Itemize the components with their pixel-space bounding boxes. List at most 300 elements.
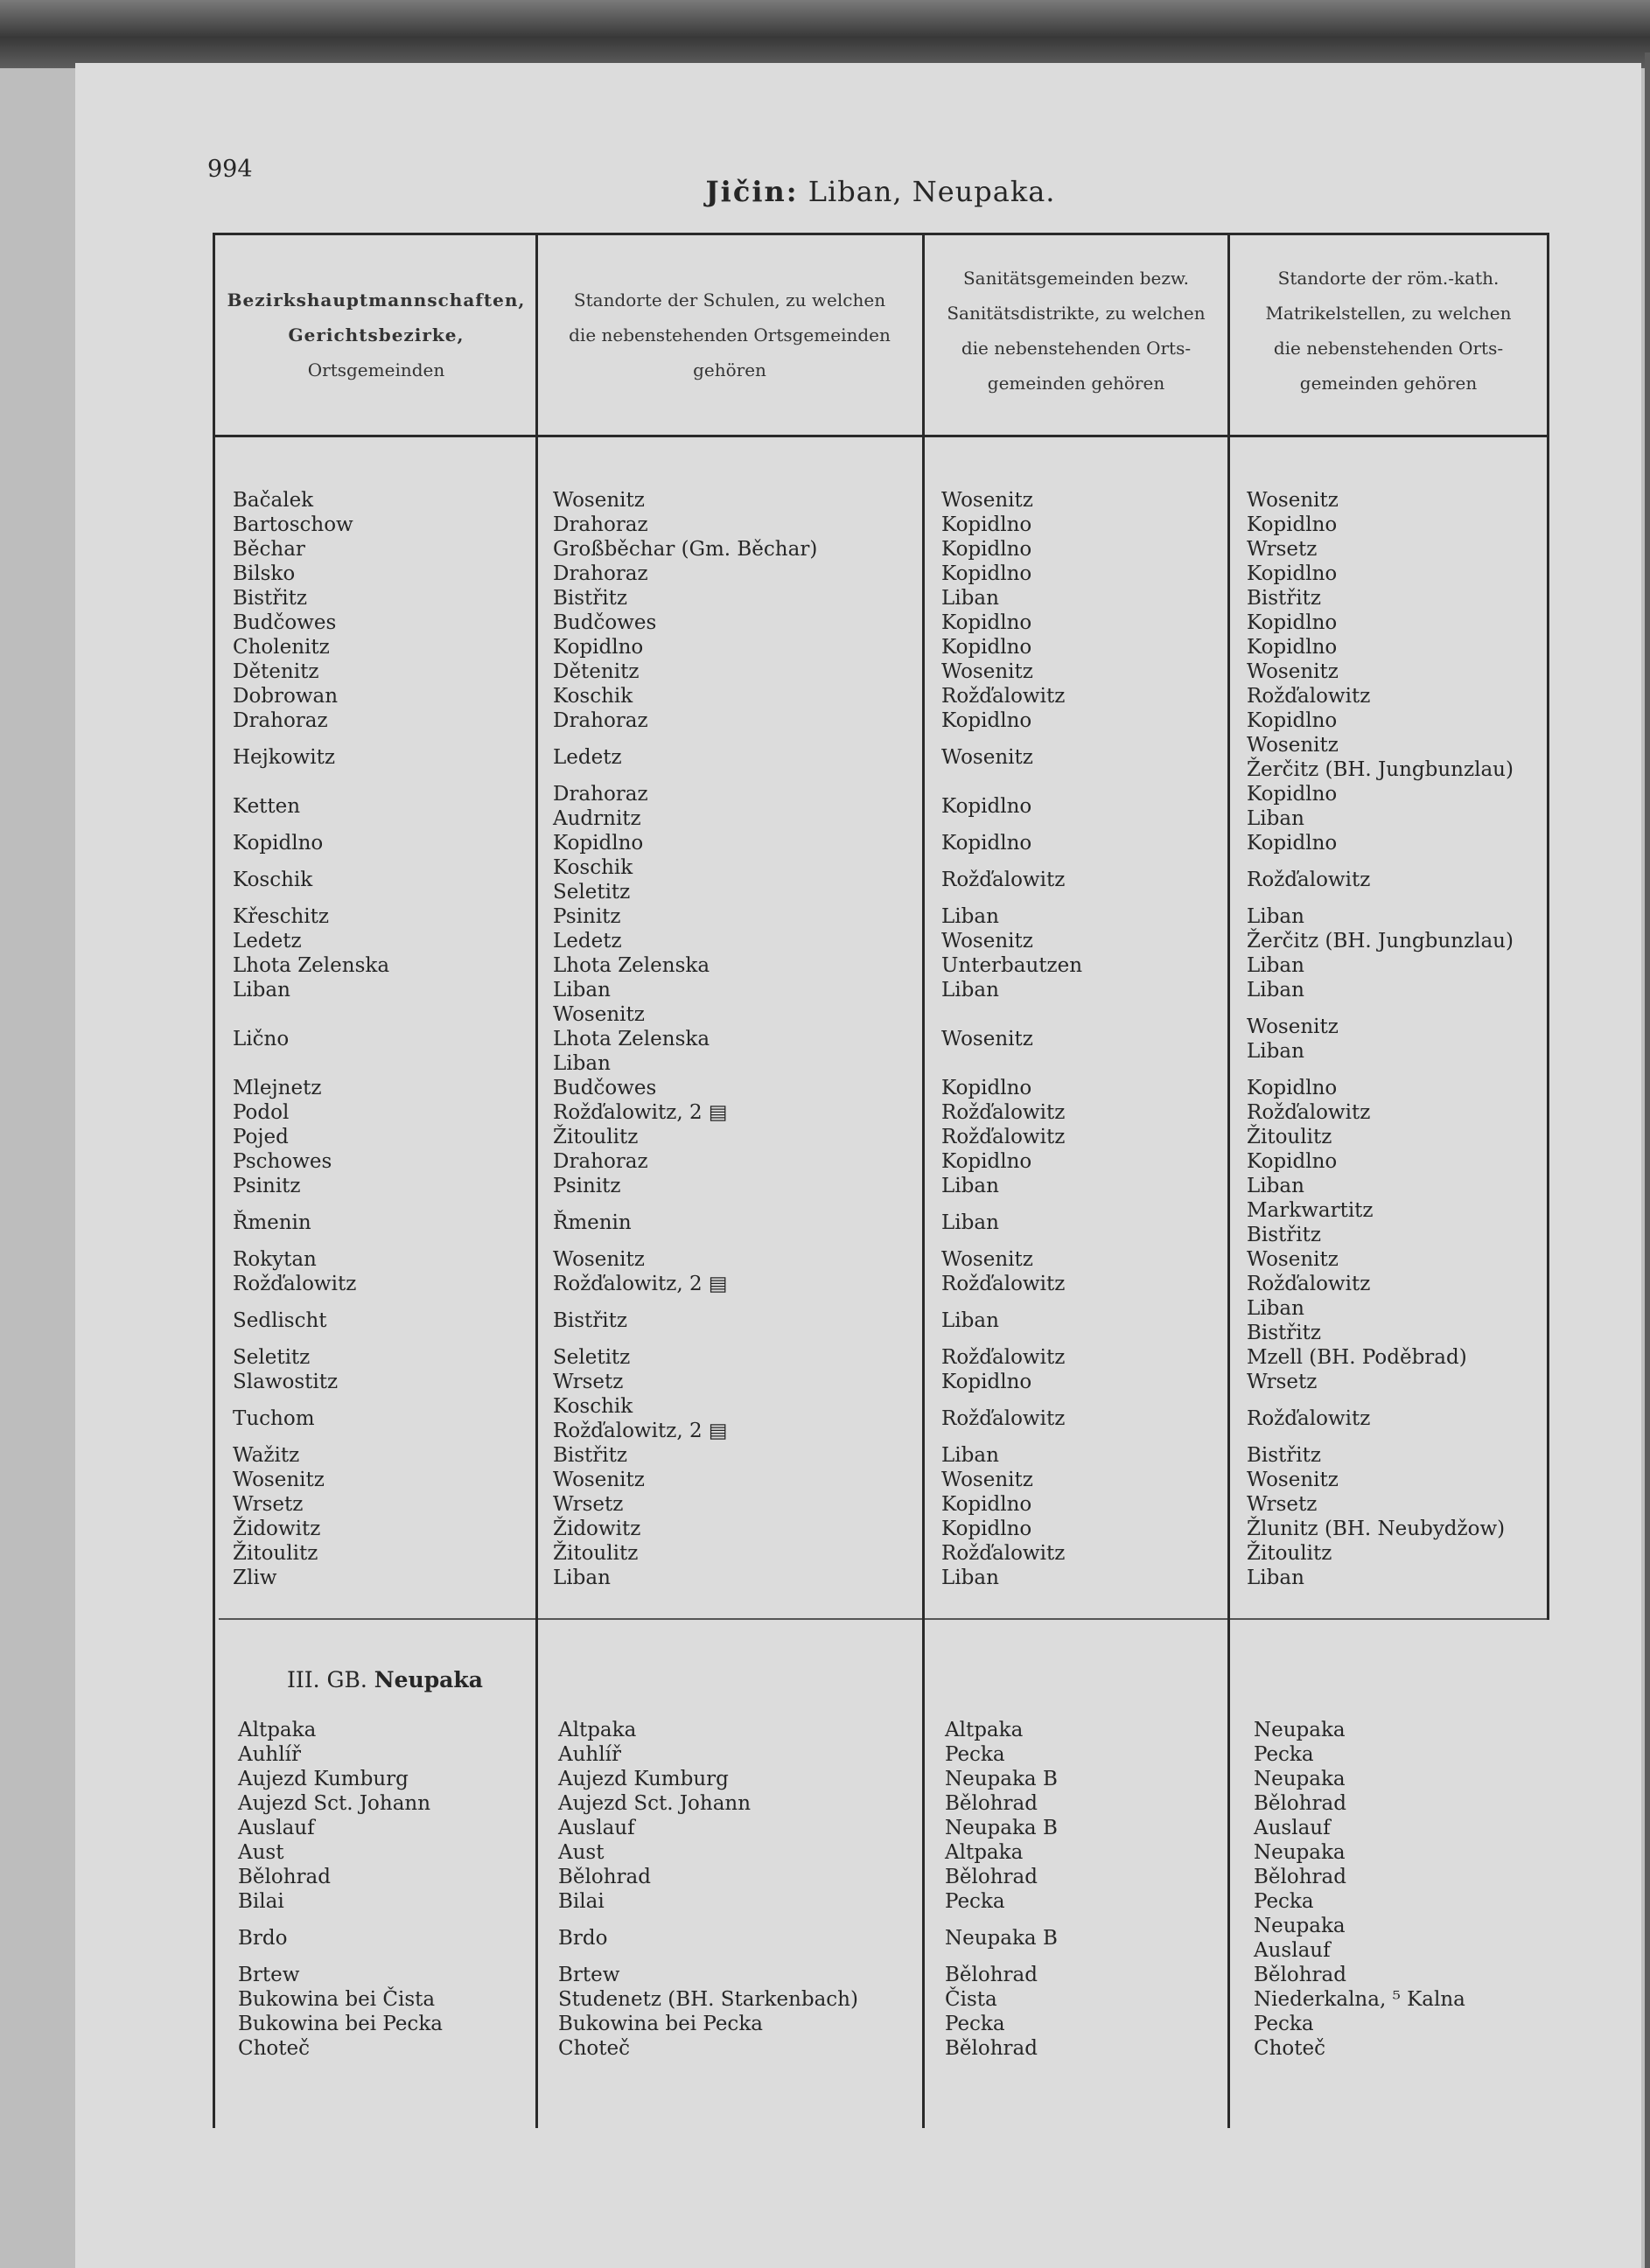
section2-cell-schule [558, 1816, 858, 1840]
table-entry: Liban [1247, 1567, 1304, 1589]
section1-cell-matrikel [1247, 1125, 1514, 1149]
table-entry: Budčowes [553, 611, 657, 634]
section1-cell-sanitaet [941, 1517, 1082, 1541]
section1-cell-matrikel [1247, 1100, 1514, 1125]
table-entry: Wosenitz [553, 489, 645, 512]
section1-cell-gemeinde [233, 782, 389, 831]
table-entry: Wosenitz [941, 489, 1033, 512]
table-entry: Slawostitz [233, 1371, 339, 1393]
table-entry: Kopidlno [941, 538, 1032, 561]
section1-cell-matrikel [1247, 782, 1514, 831]
section1-cell-schule [553, 1296, 817, 1345]
table-entry: Rožďalowitz [1247, 869, 1371, 891]
table-entry: Rožďalowitz [941, 1407, 1066, 1430]
table-entry: Wosenitz [1247, 734, 1339, 757]
table-top-rule [213, 233, 1549, 235]
header-sanitaet [926, 261, 1227, 401]
page-number: 994 [207, 156, 253, 183]
section2-cell-gemeinde [238, 1742, 443, 1767]
section1-cell-matrikel [1247, 929, 1514, 953]
table-entry: Psinitz [553, 1175, 621, 1197]
column-rule-2 [922, 233, 925, 2128]
header-col3-line2: Sanitätsdistrikte, zu welchen [947, 303, 1206, 324]
section2-cell-schule [558, 1889, 858, 1914]
table-entry: Rožďalowitz [941, 1542, 1066, 1565]
section1-cell-sanitaet [941, 978, 1082, 1002]
table-entry: Wrsetz [553, 1493, 624, 1516]
section2-cell-schule [558, 1840, 858, 1865]
table-entry: Žitoulitz [1247, 1542, 1332, 1565]
section1-cell-sanitaet [941, 513, 1082, 537]
header-col4-line2: Matrikelstellen, zu welchen [1265, 303, 1512, 324]
section1-cell-schule [553, 1174, 817, 1198]
section1-cell-gemeinde [233, 1272, 389, 1296]
table-entry: Podol [233, 1101, 290, 1124]
table-entry: Wrsetz [233, 1493, 304, 1516]
section1-cell-sanitaet [941, 929, 1082, 953]
table-entry: Bělohrad [1254, 1866, 1346, 1888]
header-col3-line4: gemeinden gehören [987, 373, 1165, 394]
table-entry: Wosenitz [1247, 1015, 1339, 1038]
table-entry: Großběchar (Gm. Běchar) [553, 538, 818, 561]
table-entry: Wosenitz [553, 1469, 645, 1491]
table-entry: Wosenitz [941, 1469, 1033, 1491]
table-entry: Altpaka [945, 1719, 1024, 1741]
section1-cell-gemeinde [233, 1296, 389, 1345]
section1-cell-matrikel [1247, 1174, 1514, 1198]
table-entry: Pecka [945, 1743, 1005, 1766]
table-entry: Wrsetz [553, 1371, 624, 1393]
table-entry: Rožďalowitz, 2 ▤ [553, 1420, 728, 1442]
section1-cell-schule [553, 1076, 817, 1100]
table-entry: Bistřitz [553, 587, 628, 610]
table-entry: Budčowes [233, 611, 337, 634]
section1-cell-sanitaet [941, 659, 1082, 684]
section2-cell-gemeinde [238, 2036, 443, 2061]
section1-cell-gemeinde [233, 1492, 389, 1517]
table-entry: Liban [941, 905, 999, 928]
section1-cell-gemeinde [233, 611, 389, 635]
section2-cell-schule [558, 1718, 858, 1742]
section2-cell-gemeinde [238, 1718, 443, 1742]
section1-cell-schule [553, 978, 817, 1002]
table-entry: Žlunitz (BH. Neubydžow) [1247, 1518, 1506, 1540]
section1-cell-schule [553, 904, 817, 929]
section1-cell-schule [553, 488, 817, 513]
section1-cell-sanitaet [941, 1247, 1082, 1272]
section1-cell-sanitaet [941, 1272, 1082, 1296]
table-entry: Koschik [233, 869, 313, 891]
table-entry: Rožďalowitz [941, 1101, 1066, 1124]
table-entry: Drahoraz [553, 1150, 648, 1173]
table-entry: Aujezd Sct. Johann [558, 1792, 752, 1815]
section1-cell-matrikel [1247, 1443, 1514, 1468]
section1-cell-sanitaet [941, 1125, 1082, 1149]
table-entry: Bělohrad [1254, 1792, 1346, 1815]
section2-heading-name: Neupaka [374, 1667, 483, 1692]
table-entry: Kopidlno [553, 636, 644, 659]
section1-cell-schule [553, 1100, 817, 1125]
section1-cell-matrikel [1247, 488, 1514, 513]
section1-cell-gemeinde [233, 953, 389, 978]
section1-cell-gemeinde [233, 659, 389, 684]
table-entry: Wosenitz [1247, 1248, 1339, 1271]
section1-cell-schule [553, 659, 817, 684]
section1-cell-matrikel [1247, 1345, 1514, 1370]
section1-cell-gemeinde [233, 1345, 389, 1370]
section1-cell-matrikel [1247, 1198, 1514, 1247]
table-entry: Auslauf [1254, 1939, 1331, 1962]
table-entry: Bělohrad [945, 1964, 1038, 1986]
section1-cell-gemeinde [233, 537, 389, 562]
section1-cell-gemeinde [233, 1100, 389, 1125]
table-entry: Liban [941, 1211, 999, 1234]
table-entry: Kopidlno [1247, 832, 1338, 855]
section2-cell-sanitaet [945, 1791, 1058, 1816]
table-entry: Pschowes [233, 1150, 332, 1173]
section2-sanitaet-column [945, 1718, 1058, 2061]
table-entry: Wosenitz [1247, 1469, 1339, 1491]
section1-cell-sanitaet [941, 1370, 1082, 1394]
section1-sanitaet-column [941, 488, 1082, 1590]
section2-cell-matrikel [1254, 1865, 1465, 1889]
section1-cell-matrikel [1247, 684, 1514, 708]
section1-cell-sanitaet [941, 1394, 1082, 1443]
page-title-district: Jičin: [705, 175, 799, 208]
table-entry: Wosenitz [941, 660, 1033, 683]
section1-cell-matrikel [1247, 978, 1514, 1002]
section1-cell-matrikel [1247, 1149, 1514, 1174]
table-entry: Sedlischt [233, 1309, 327, 1332]
section1-cell-sanitaet [941, 1468, 1082, 1492]
section1-cell-sanitaet [941, 733, 1082, 782]
section1-cell-sanitaet [941, 562, 1082, 586]
table-entry: Wosenitz [941, 1028, 1033, 1050]
section1-cell-gemeinde [233, 1247, 389, 1272]
section1-cell-gemeinde [233, 586, 389, 611]
section2-cell-sanitaet [945, 1816, 1058, 1840]
column-rule-1 [535, 233, 538, 2128]
table-entry: Altpaka [238, 1719, 317, 1741]
section2-cell-gemeinde [238, 1987, 443, 2012]
section1-cell-schule [553, 1468, 817, 1492]
section1-cell-matrikel [1247, 904, 1514, 929]
section1-cell-matrikel [1247, 831, 1514, 855]
section1-cell-schule [553, 733, 817, 782]
table-entry: Liban [1247, 1297, 1304, 1320]
table-entry: Brtew [558, 1964, 620, 1986]
table-entry: Lhota Zelenska [233, 954, 390, 977]
section2-cell-sanitaet [945, 1718, 1058, 1742]
section1-cell-matrikel [1247, 1002, 1514, 1076]
section1-cell-gemeinde [233, 1443, 389, 1468]
section2-cell-matrikel [1254, 1987, 1465, 2012]
table-entry: Niederkalna, ⁵ Kalna [1254, 1988, 1465, 2011]
table-entry: Kopidlno [941, 832, 1032, 855]
section1-cell-sanitaet [941, 831, 1082, 855]
section2-cell-matrikel [1254, 1840, 1465, 1865]
table-entry: Žitoulitz [1247, 1126, 1332, 1148]
section1-cell-gemeinde [233, 831, 389, 855]
table-entry: Židowitz [553, 1518, 641, 1540]
section1-cell-sanitaet [941, 488, 1082, 513]
header-col2-line1: Standorte der Schulen, zu welchen [573, 290, 886, 311]
header-matrikel [1231, 261, 1546, 401]
section2-cell-gemeinde [238, 1889, 443, 1914]
table-entry: Bistřitz [1247, 1444, 1322, 1467]
header-schulen [539, 283, 920, 387]
section1-cell-gemeinde [233, 513, 389, 537]
table-entry: Koschik [553, 685, 633, 708]
section1-cell-gemeinde [233, 635, 389, 659]
section1-cell-gemeinde [233, 488, 389, 513]
section2-cell-matrikel [1254, 1889, 1465, 1914]
section1-cell-matrikel [1247, 1517, 1514, 1541]
section1-cell-matrikel [1247, 635, 1514, 659]
section1-cell-schule [553, 1198, 817, 1247]
table-entry: Auslauf [238, 1817, 315, 1839]
section2-cell-sanitaet [945, 2036, 1058, 2061]
table-entry: Liban [941, 1175, 999, 1197]
table-entry: Rožďalowitz [1247, 1407, 1371, 1430]
table-entry: Pecka [1254, 1743, 1314, 1766]
table-entry: Bělohrad [558, 1866, 651, 1888]
table-entry: Neupaka B [945, 1927, 1058, 1950]
section1-cell-sanitaet [941, 1198, 1082, 1247]
table-entry: Audrnitz [553, 807, 641, 830]
table-entry: Wosenitz [941, 1248, 1033, 1271]
section1-cell-matrikel [1247, 855, 1514, 904]
table-entry: Choteč [558, 2037, 630, 2060]
table-entry: Zliw [233, 1567, 277, 1589]
section1-cell-schule [553, 586, 817, 611]
table-right-rule [1547, 233, 1549, 1620]
section2-cell-schule [558, 1914, 858, 1963]
section2-cell-matrikel [1254, 1742, 1465, 1767]
table-entry: Aujezd Sct. Johann [238, 1792, 431, 1815]
section1-cell-gemeinde [233, 1394, 389, 1443]
table-entry: Aujezd Kumburg [558, 1768, 729, 1790]
section1-cell-sanitaet [941, 586, 1082, 611]
table-entry: Wosenitz [553, 1003, 645, 1026]
table-entry: Bilsko [233, 562, 296, 585]
table-entry: Kopidlno [941, 709, 1032, 732]
section1-cell-schule [553, 562, 817, 586]
section2-heading-prefix: III. GB. [287, 1667, 367, 1692]
section2-cell-matrikel [1254, 2012, 1465, 2036]
section1-cell-matrikel [1247, 659, 1514, 684]
table-entry: Wosenitz [553, 1248, 645, 1271]
section1-cell-gemeinde [233, 1198, 389, 1247]
section1-cell-matrikel [1247, 1370, 1514, 1394]
table-entry: Lhota Zelenska [553, 1028, 710, 1050]
table-entry: Liban [1247, 1175, 1304, 1197]
section1-cell-schule [553, 929, 817, 953]
section1-cell-schule [553, 1272, 817, 1296]
section1-cell-gemeinde [233, 1076, 389, 1100]
section2-cell-matrikel [1254, 1718, 1465, 1742]
table-entry: Bartoschow [233, 513, 353, 536]
table-entry: Seletitz [553, 881, 631, 904]
section2-cell-sanitaet [945, 1767, 1058, 1791]
table-entry: Čista [945, 1988, 997, 2011]
section1-cell-sanitaet [941, 1541, 1082, 1566]
table-entry: Dětenitz [233, 660, 319, 683]
table-entry: Liban [1247, 1040, 1304, 1063]
section1-cell-matrikel [1247, 708, 1514, 733]
section1-cell-gemeinde [233, 1566, 389, 1590]
table-entry: Psinitz [233, 1175, 301, 1197]
page-title [214, 175, 1547, 208]
section2-cell-schule [558, 1767, 858, 1791]
section1-cell-gemeinde [233, 1541, 389, 1566]
table-entry: Bistřitz [1247, 1322, 1322, 1344]
table-entry: Neupaka [1254, 1719, 1346, 1741]
table-entry: Rožďalowitz, 2 ▤ [553, 1273, 728, 1295]
table-entry: Rožďalowitz [941, 685, 1066, 708]
section1-cell-matrikel [1247, 513, 1514, 537]
header-col2-line3: gehören [693, 359, 766, 380]
table-entry: Unterbautzen [941, 954, 1083, 977]
table-entry: Bukowina bei Pecka [238, 2013, 443, 2035]
table-entry: Cholenitz [233, 636, 330, 659]
section1-cell-schule [553, 1002, 817, 1076]
section1-cell-matrikel [1247, 562, 1514, 586]
table-entry: Wosenitz [941, 746, 1033, 769]
section2-cell-schule [558, 1791, 858, 1816]
scan-right-border [1645, 52, 1650, 2268]
table-entry: Bistřitz [1247, 587, 1322, 610]
table-entry: Židowitz [233, 1518, 321, 1540]
scan-top-border [0, 0, 1650, 68]
table-entry: Bukowina bei Čista [238, 1988, 436, 2011]
section1-cell-gemeinde [233, 855, 389, 904]
section1-cell-schule [553, 708, 817, 733]
section1-cell-sanitaet [941, 782, 1082, 831]
table-entry: Wrsetz [1247, 538, 1318, 561]
table-entry: Liban [1247, 979, 1304, 1001]
table-entry: Bělohrad [945, 2037, 1038, 2060]
table-entry: Liban [941, 587, 999, 610]
section2-heading [287, 1667, 483, 1692]
table-entry: Liban [941, 1567, 999, 1589]
section1-cell-matrikel [1247, 1296, 1514, 1345]
section1-cell-sanitaet [941, 635, 1082, 659]
table-entry: Liban [553, 979, 611, 1001]
section1-cell-schule [553, 1492, 817, 1517]
section1-cell-sanitaet [941, 1002, 1082, 1076]
table-entry: Pecka [945, 2013, 1005, 2035]
section1-cell-matrikel [1247, 1247, 1514, 1272]
table-entry: Bělohrad [1254, 1964, 1346, 1986]
column-rule-3 [1227, 233, 1230, 2128]
section1-cell-matrikel [1247, 1272, 1514, 1296]
section1-cell-gemeinde [233, 929, 389, 953]
section2-cell-schule [558, 1865, 858, 1889]
table-entry: Dětenitz [553, 660, 640, 683]
section1-ortsgemeinden-column [233, 488, 389, 1590]
table-entry: Liban [941, 1444, 999, 1467]
table-entry: Kopidlno [233, 832, 324, 855]
table-entry: Bělohrad [945, 1792, 1038, 1815]
section1-cell-gemeinde [233, 562, 389, 586]
table-entry: Rožďalowitz, 2 ▤ [553, 1101, 728, 1124]
table-entry: Bačalek [233, 489, 314, 512]
section1-cell-sanitaet [941, 684, 1082, 708]
section2-cell-matrikel [1254, 1767, 1465, 1791]
table-entry: Wrsetz [1247, 1493, 1318, 1516]
section1-cell-sanitaet [941, 1100, 1082, 1125]
section1-cell-gemeinde [233, 978, 389, 1002]
table-entry: Řmenin [553, 1211, 632, 1234]
section1-cell-gemeinde [233, 1517, 389, 1541]
section2-cell-sanitaet [945, 1914, 1058, 1963]
section1-cell-sanitaet [941, 904, 1082, 929]
section2-cell-gemeinde [238, 1865, 443, 1889]
table-entry: Ledetz [553, 930, 622, 953]
header-ortsgemeinden [219, 283, 534, 387]
section1-cell-sanitaet [941, 1566, 1082, 1590]
table-entry: Hejkowitz [233, 746, 335, 769]
table-entry: Mlejnetz [233, 1077, 322, 1099]
header-col4-line1: Standorte der röm.-kath. [1277, 268, 1500, 289]
section1-cell-matrikel [1247, 1468, 1514, 1492]
table-entry: Rožďalowitz [233, 1273, 357, 1295]
table-entry: Bistřitz [553, 1309, 628, 1332]
section1-cell-schule [553, 1566, 817, 1590]
table-entry: Rokytan [233, 1248, 317, 1271]
section2-matrikel-column [1254, 1718, 1465, 2061]
table-entry: Liban [941, 979, 999, 1001]
table-entry: Rožďalowitz [1247, 1273, 1371, 1295]
section1-cell-sanitaet [941, 1345, 1082, 1370]
table-entry: Kopidlno [941, 636, 1032, 659]
table-entry: Rožďalowitz [1247, 685, 1371, 708]
section1-cell-gemeinde [233, 1002, 389, 1076]
section2-cell-schule [558, 1987, 858, 2012]
section1-cell-schule [553, 782, 817, 831]
section1-cell-matrikel [1247, 611, 1514, 635]
section1-cell-gemeinde [233, 684, 389, 708]
table-entry: Mzell (BH. Poděbrad) [1247, 1346, 1467, 1369]
table-entry: Žerčitz (BH. Jungbunzlau) [1247, 930, 1514, 953]
table-entry: Budčowes [553, 1077, 657, 1099]
section2-cell-gemeinde [238, 1840, 443, 1865]
table-entry: Drahoraz [553, 783, 648, 806]
table-entry: Lhota Zelenska [553, 954, 710, 977]
table-entry: Auslauf [1254, 1817, 1331, 1839]
table-entry: Aujezd Kumburg [238, 1768, 409, 1790]
table-entry: Seletitz [553, 1346, 631, 1369]
table-entry: Žitoulitz [553, 1542, 639, 1565]
table-entry: Altpaka [945, 1841, 1024, 1864]
section1-cell-schule [553, 953, 817, 978]
section2-cell-matrikel [1254, 1963, 1465, 1987]
table-entry: Kopidlno [941, 1371, 1032, 1393]
section1-cell-schule [553, 635, 817, 659]
table-entry: Žitoulitz [553, 1126, 639, 1148]
section1-cell-gemeinde [233, 1468, 389, 1492]
section1-cell-gemeinde [233, 904, 389, 929]
section1-cell-schule [553, 611, 817, 635]
table-entry: Kopidlno [941, 513, 1032, 536]
table-entry: Pecka [1254, 1890, 1314, 1913]
section1-cell-matrikel [1247, 586, 1514, 611]
table-entry: Brtew [238, 1964, 300, 1986]
table-entry: Bistřitz [233, 587, 308, 610]
table-entry: Bilai [558, 1890, 605, 1913]
section2-cell-gemeinde [238, 1963, 443, 1987]
